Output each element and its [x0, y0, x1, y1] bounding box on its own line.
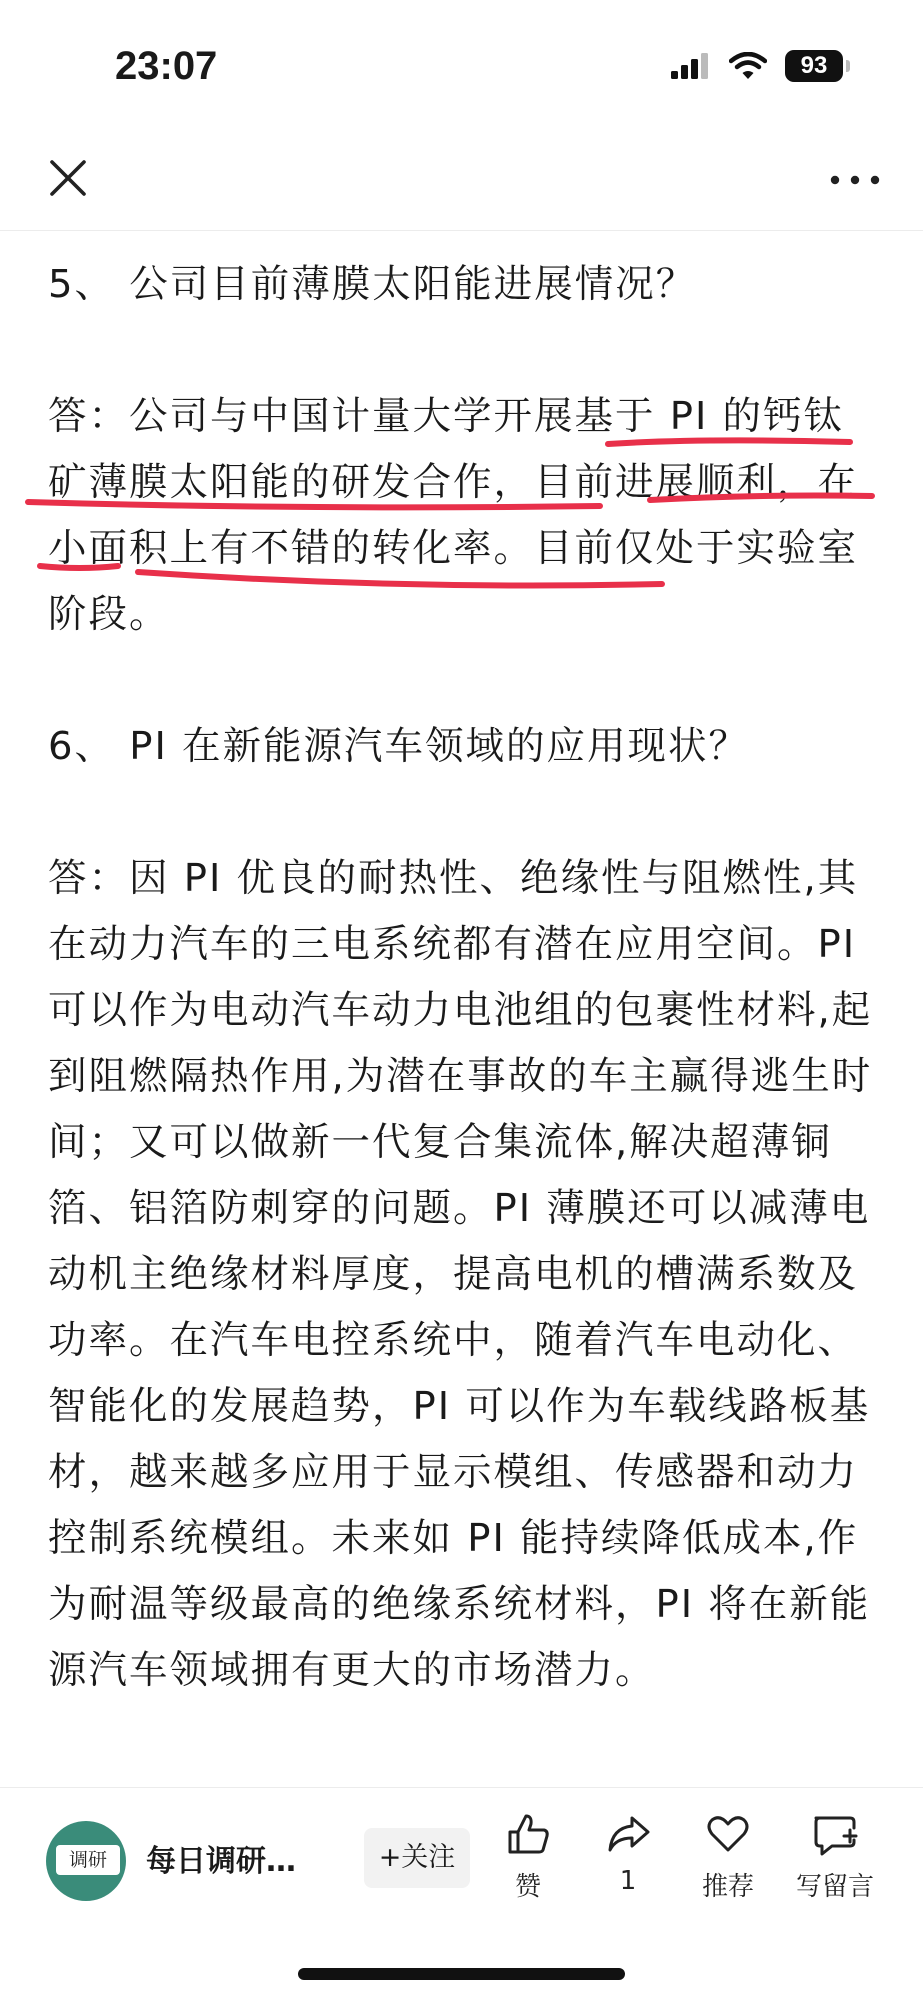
status-time: 23:07 [115, 44, 218, 88]
share-icon [604, 1810, 652, 1858]
home-indicator [298, 1968, 625, 1980]
write-comment-label: 写留言 [795, 1872, 874, 1902]
status-icons [671, 50, 843, 82]
like-button[interactable] [478, 1810, 578, 1903]
recommend-button[interactable] [678, 1810, 778, 1903]
account-avatar[interactable] [46, 1821, 126, 1901]
like-label: 赞 [514, 1872, 541, 1902]
share-count: 1 [619, 1866, 637, 1896]
question-5: 5、 公司目前薄膜太阳能进展情况？ [48, 262, 697, 307]
question-6: 6、 PI 在新能源汽车领域的应用现状？ [48, 724, 750, 769]
status-bar [0, 0, 923, 130]
share-button[interactable] [578, 1810, 678, 1896]
write-comment-button[interactable] [780, 1810, 890, 1903]
close-icon[interactable] [44, 154, 92, 202]
thumbs-up-icon [504, 1810, 552, 1858]
avatar-text: 调研 [56, 1845, 120, 1875]
article-body [48, 232, 878, 1787]
wifi-icon [729, 52, 767, 80]
signal-icon [671, 53, 711, 79]
heart-icon [704, 1810, 752, 1858]
more-icon[interactable] [825, 160, 885, 200]
comment-icon [810, 1810, 860, 1858]
recommend-label: 推荐 [701, 1872, 754, 1902]
battery-icon: 93 [785, 50, 843, 82]
account-name[interactable]: 每日调研… [146, 1844, 296, 1879]
answer-5: 答：公司与中国计量大学开展基于 PI 的钙钛矿薄膜太阳能的研发合作，目前进展顺利，在小面积上有不错的转化率。目前仅处于实验室阶段。 [48, 394, 859, 637]
answer-6: 答：因 PI 优良的耐热性、绝缘性与阻燃性,其在动力汽车的三电系统都有潜在应用空间。PI 可以作为电动汽车动力电池组的包裹性材料,起到阻燃隔热作用,为潜在事故的车主赢得逃生时间；又可以做新一代复合集流体,解决超薄铜箔、铝箔防刺穿的问题。PI 薄膜还可以减薄电动机主绝缘材料厚度，提高电机的槽满系数及功率。在汽车电控系统中，随着汽车电动化、智能化的发展趋势，PI 可以作为车载线路板基材，越来越多应用于显示模组、传感器和动力控制系统模组。未来如 PI 能持续降低成本,作为耐温等级最高的绝缘系统材料，PI 将在新能源汽车领域拥有更大的市场潜力。 [48, 856, 873, 1693]
follow-button[interactable]: +关注 [364, 1828, 470, 1888]
nav-bar [0, 130, 923, 231]
